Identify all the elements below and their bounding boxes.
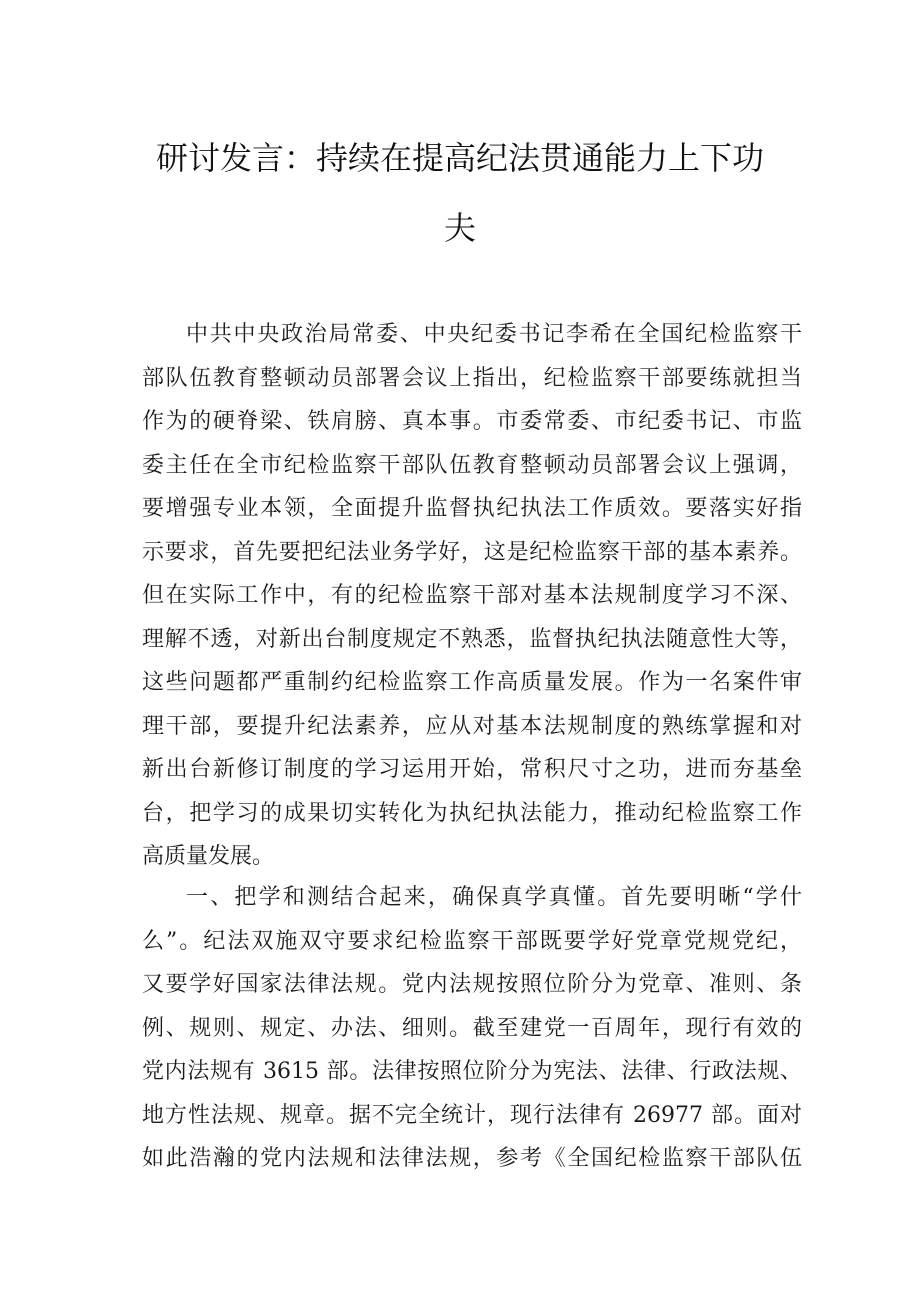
paragraph-line: 中共中央政治局常委、中央纪委书记李希在全国纪检监察干 xyxy=(186,322,802,347)
document-title-line-2: 夫 xyxy=(443,209,476,247)
paragraph-section-one xyxy=(142,876,802,1181)
paragraph-line: 部队伍教育整顿动员部署会议上指出，纪检监察干部要练就担当 xyxy=(142,365,802,391)
paragraph-line: 理干部，要提升纪法素养，应从对基本法规制度的熟练掌握和对 xyxy=(142,713,802,739)
paragraph-line: 这些问题都严重制约纪检监察工作高质量发展。作为一名案件审 xyxy=(142,670,802,695)
paragraph-line: 要增强专业本领，全面提升监督执纪执法工作质效。要落实好指 xyxy=(142,496,802,521)
paragraph-line: 委主任在全市纪检监察干部队伍教育整顿动员部署会议上强调， xyxy=(142,452,802,478)
paragraph-line: 一、把学和测结合起来，确保真学真懂。首先要明晰“学什 xyxy=(186,885,802,910)
paragraph-line: 台，把学习的成果切实转化为执纪执法能力，推动纪检监察工作 xyxy=(142,800,802,826)
paragraph-intro xyxy=(142,313,802,879)
paragraph-line: 理解不透，对新出台制度规定不熟悉，监督执纪执法随意性大等， xyxy=(142,626,802,652)
paragraph-line: 但在实际工作中，有的纪检监察干部对基本法规制度学习不深、 xyxy=(142,583,802,608)
paragraph-line: 作为的硬脊梁、铁肩膀、真本事。市委常委、市纪委书记、市监 xyxy=(142,409,802,434)
paragraph-line: 又要学好国家法律法规。党内法规按照位阶分为党章、准则、条 xyxy=(142,972,802,997)
paragraph-line: 新出台新修订制度的学习运用开始，常积尺寸之功，进而夯基垒 xyxy=(142,757,802,782)
paragraph-line: 地方性法规、规章。据不完全统计，现行法律有 26977 部。面对 xyxy=(142,1102,802,1128)
paragraph-line: 党内法规有 3615 部。法律按照位阶分为宪法、法律、行政法规、 xyxy=(142,1059,802,1084)
paragraph-line: 如此浩瀚的党内法规和法律法规，参考《全国纪检监察干部队伍 xyxy=(142,1146,802,1171)
paragraph-line: 例、规则、规定、办法、细则。截至建党一百周年，现行有效的 xyxy=(142,1015,802,1041)
document-title-line-1: 研讨发言：持续在提高纪法贯通能力上下功 xyxy=(155,139,764,177)
paragraph-line: 示要求，首先要把纪法业务学好，这是纪检监察干部的基本素养。 xyxy=(142,539,802,565)
paragraph-line: 么”。纪法双施双守要求纪检监察干部既要学好党章党规党纪， xyxy=(142,928,802,954)
paragraph-line: 高质量发展。 xyxy=(142,844,275,869)
